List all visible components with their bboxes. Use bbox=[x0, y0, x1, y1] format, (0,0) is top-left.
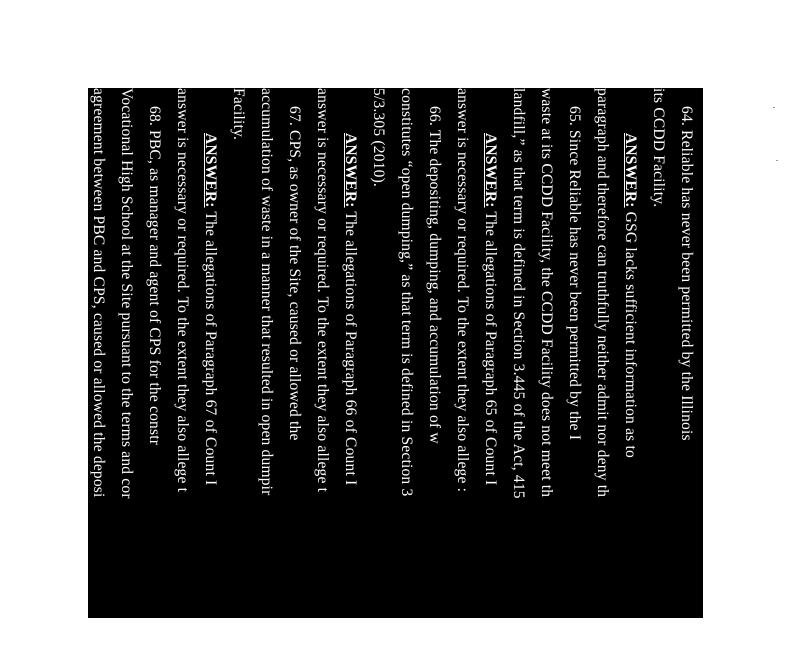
rotated-document-text bbox=[62, 88, 703, 648]
text-line: Facility. bbox=[230, 88, 247, 141]
answer-text: The allegations of Paragraph 65 of Count I bbox=[482, 207, 499, 486]
text-line: 68. PBC, as manager and agent of CPS for the constr bbox=[146, 106, 163, 446]
text-line: accumulation of waste in a manner that resulted in open dumpir bbox=[258, 88, 275, 496]
text-line: agreement between PBC and CPS, caused or allowed the deposi bbox=[90, 88, 107, 498]
text-line: paragraph and therefore can truthfully neither admit nor deny th bbox=[594, 88, 611, 498]
answer-label: ANSWER: bbox=[622, 133, 639, 208]
text-line: 66. The depositing, dumping, and accumulation of w bbox=[426, 106, 443, 444]
text-line: answer is necessary or required. To the extent they also allege t bbox=[314, 88, 331, 493]
answer-text: GSG lacks sufficient information as to bbox=[622, 207, 639, 458]
text-line: 64. Reliable has never been permitted by the Illinois bbox=[678, 106, 695, 441]
text-line bbox=[343, 133, 359, 485]
scanned-page bbox=[62, 88, 703, 618]
answer-text: The allegations of Paragraph 66 of Count I bbox=[342, 207, 359, 486]
text-line: landfill,” as that term is defined in Section 3.445 of the Act, 415 bbox=[510, 88, 527, 499]
text-line: 65. Since Reliable has never been permitted by the I bbox=[566, 106, 583, 441]
text-line: answer is necessary or required. To the extent they also allege t bbox=[174, 88, 191, 493]
text-line: 67. CPS, as owner of the Site, caused or allowed the bbox=[286, 106, 303, 441]
answer-label: ANSWER: bbox=[202, 133, 219, 208]
text-line: of waste in a manner that resulted in open dumping of waste at t bbox=[62, 88, 79, 499]
answer-label: ANSWER: bbox=[342, 133, 359, 208]
answer-label: ANSWER: bbox=[482, 133, 499, 208]
text-line: its CCDD Facility. bbox=[650, 88, 667, 208]
text-line: answer is necessary or required. To the extent they also allege : bbox=[454, 88, 471, 493]
scan-speck bbox=[776, 160, 778, 161]
text-line bbox=[483, 133, 499, 485]
scan-speck bbox=[773, 107, 775, 108]
answer-text: The allegations of Paragraph 67 of Count I bbox=[202, 207, 219, 486]
text-line bbox=[623, 133, 639, 458]
text-line: waste at its CCDD Facility, the CCDD Facility does not meet th bbox=[538, 88, 555, 498]
text-line bbox=[203, 133, 219, 485]
text-line: constitutes “open dumping,” as that term is defined in Section 3 bbox=[398, 88, 415, 497]
text-line: Vocational High School at the Site pursuant to the terms and cor bbox=[118, 88, 135, 499]
text-line: 5/3.305 (2010). bbox=[370, 88, 387, 188]
